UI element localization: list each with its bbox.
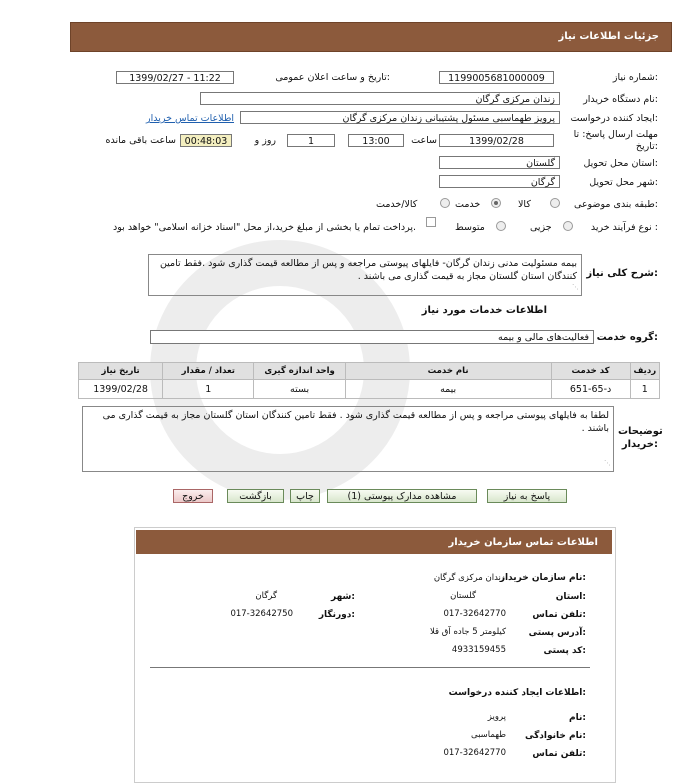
payment-note: پرداخت تمام یا بخشی از مبلغ خرید،از محل "اسناد خزانه اسلامی" خواهد بود. xyxy=(113,222,416,233)
creator-family-label: نام خانوادگی: xyxy=(524,731,586,741)
buyer-notes-text: لطفا به فایلهای پیوستی مراجعه و پس از مطالعه قیمت گذاری شود . فقط تامین کنندگان استان گلستان مجاز به قیمت گذاری می باشند . xyxy=(102,410,609,434)
province-label: استان محل تحویل: xyxy=(583,158,658,169)
creator-phone-value: 017-32642770 xyxy=(443,748,506,758)
category-option-service: خدمت xyxy=(455,199,481,210)
contact-city-value: گرگان xyxy=(255,591,277,601)
contact-org-label: نام سازمان خریدار: xyxy=(499,573,586,583)
summary-text: بیمه مسئولیت مدنی زندان گرگان- فایلهای پیوستی مراجعه و پس از مطالعه قیمت گذاری شود .فقط تامین کنندگان استان گلستان مجاز به قیمت گذاری می باشند . xyxy=(159,258,577,282)
contact-fax-value: 017-32642750 xyxy=(230,609,293,619)
resize-handle-icon: ⋰ xyxy=(604,459,611,467)
page-header xyxy=(70,22,672,52)
cell-unit: بسته xyxy=(254,380,345,399)
category-radio-goods[interactable] xyxy=(550,198,560,208)
col-header-service-code: کد خدمت xyxy=(551,363,630,380)
buyer-notes-label: توضیحات خریدار: xyxy=(618,426,663,450)
process-label: نوع فرآیند خرید : xyxy=(590,222,658,233)
requester-label: ایجاد کننده درخواست: xyxy=(570,113,658,124)
reply-button[interactable]: پاسخ به نیاز xyxy=(487,489,567,503)
col-header-need-date: تاریخ نیاز xyxy=(79,363,163,380)
category-option-goods: کالا xyxy=(518,199,531,210)
need-number-field: 1199005681000009 xyxy=(439,71,554,84)
attachments-button[interactable]: مشاهده مدارک پیوستی (1) xyxy=(327,489,477,503)
category-radio-goods-service[interactable] xyxy=(440,198,450,208)
contact-address-value: کیلومتر 5 جاده آق قلا xyxy=(429,627,506,637)
table-row xyxy=(79,380,660,399)
resize-handle-icon: ⋰ xyxy=(572,283,579,291)
contact-postal-label: کد پستی: xyxy=(543,646,586,656)
buyer-org-field: زندان مرکزی گرگان xyxy=(200,92,560,105)
creator-name-value: پرویز xyxy=(487,712,506,722)
contact-address-label: آدرس پستی: xyxy=(528,628,586,638)
page-title: جزئیات اطلاعات نیاز xyxy=(558,31,659,42)
contact-postal-value: 4933159455 xyxy=(451,645,506,655)
deadline-date-field: 1399/02/28 xyxy=(439,134,554,147)
service-group-field: فعالیت‌های مالی و بیمه xyxy=(150,330,594,344)
print-button[interactable]: چاپ xyxy=(290,489,320,503)
category-label: طبقه بندی موضوعی: xyxy=(573,199,658,210)
contact-city-label: شهر: xyxy=(331,592,355,602)
deadline-time-label: ساعت xyxy=(411,135,437,146)
creator-name-label: نام: xyxy=(569,713,586,723)
buyer-org-label: نام دستگاه خریدار: xyxy=(583,94,658,105)
creator-section-title: اطلاعات ایجاد کننده درخواست: xyxy=(448,688,586,698)
exit-button[interactable]: خروج xyxy=(173,489,213,503)
creator-phone-label: تلفن تماس: xyxy=(532,749,586,759)
requester-field: پرویز طهماسبی مسئول پشتیبانی زندان مرکزی گرگان xyxy=(240,111,560,124)
col-header-quantity: تعداد / مقدار xyxy=(163,363,254,380)
remaining-time-label: ساعت باقی مانده xyxy=(105,135,176,146)
contact-fax-label: دورنگار: xyxy=(318,610,355,620)
city-label: شهر محل تحویل: xyxy=(589,177,658,188)
col-header-unit: واحد اندازه گیری xyxy=(254,363,345,380)
cell-need-date: 1399/02/28 xyxy=(79,380,163,399)
province-field: گلستان xyxy=(439,156,560,169)
process-option-medium: متوسط xyxy=(455,222,485,233)
process-option-minor: جزیی xyxy=(530,222,552,233)
category-option-goods-service: کالا/خدمت xyxy=(376,199,418,210)
cell-service-code: د-65-651 xyxy=(551,380,630,399)
treasury-payment-checkbox[interactable] xyxy=(426,217,436,227)
services-section-title: اطلاعات خدمات مورد نیاز xyxy=(421,305,547,316)
category-radio-service[interactable] xyxy=(491,198,501,208)
contact-card-header xyxy=(136,530,612,554)
deadline-days-field: 1 xyxy=(287,134,335,147)
contact-card-title: اطلاعات تماس سازمان خریدار xyxy=(448,537,598,548)
contact-divider xyxy=(150,667,590,668)
back-button[interactable]: بازگشت xyxy=(227,489,284,503)
service-group-label: گروه خدمت: xyxy=(596,332,658,343)
deadline-time-field: 13:00 xyxy=(348,134,404,147)
contact-org-value: زندان مرکزی گرگان xyxy=(433,573,505,583)
need-number-label: شماره نیاز: xyxy=(612,72,658,83)
cell-row-number: 1 xyxy=(630,380,659,399)
contact-phone-label: تلفن تماس: xyxy=(532,610,586,620)
summary-textarea[interactable] xyxy=(148,254,582,296)
remaining-time-field: 00:48:03 xyxy=(180,134,232,147)
summary-label: شرح کلی نیاز: xyxy=(586,268,658,279)
contact-phone-value: 017-32642770 xyxy=(443,609,506,619)
city-field: گرگان xyxy=(439,175,560,188)
contact-province-label: استان: xyxy=(555,592,586,602)
cell-service-name: بیمه xyxy=(345,380,551,399)
deadline-label: مهلت ارسال پاسخ: تا تاریخ: xyxy=(573,129,658,152)
creator-family-value: طهماسبی xyxy=(471,730,506,740)
process-radio-medium[interactable] xyxy=(496,221,506,231)
col-header-row-number: ردیف xyxy=(630,363,659,380)
deadline-days-label: روز و xyxy=(254,135,276,146)
buyer-notes-textarea[interactable] xyxy=(82,406,614,472)
announce-date-field: 1399/02/27 - 11:22 xyxy=(116,71,234,84)
process-radio-minor[interactable] xyxy=(563,221,573,231)
table-header-row xyxy=(79,363,660,380)
announce-date-label: تاریخ و ساعت اعلان عمومی: xyxy=(275,72,390,83)
services-table xyxy=(78,362,660,399)
cell-quantity: 1 xyxy=(163,380,254,399)
contact-province-value: گلستان xyxy=(450,591,476,601)
buyer-contact-link[interactable]: اطلاعات تماس خریدار xyxy=(146,113,235,124)
col-header-service-name: نام خدمت xyxy=(345,363,551,380)
